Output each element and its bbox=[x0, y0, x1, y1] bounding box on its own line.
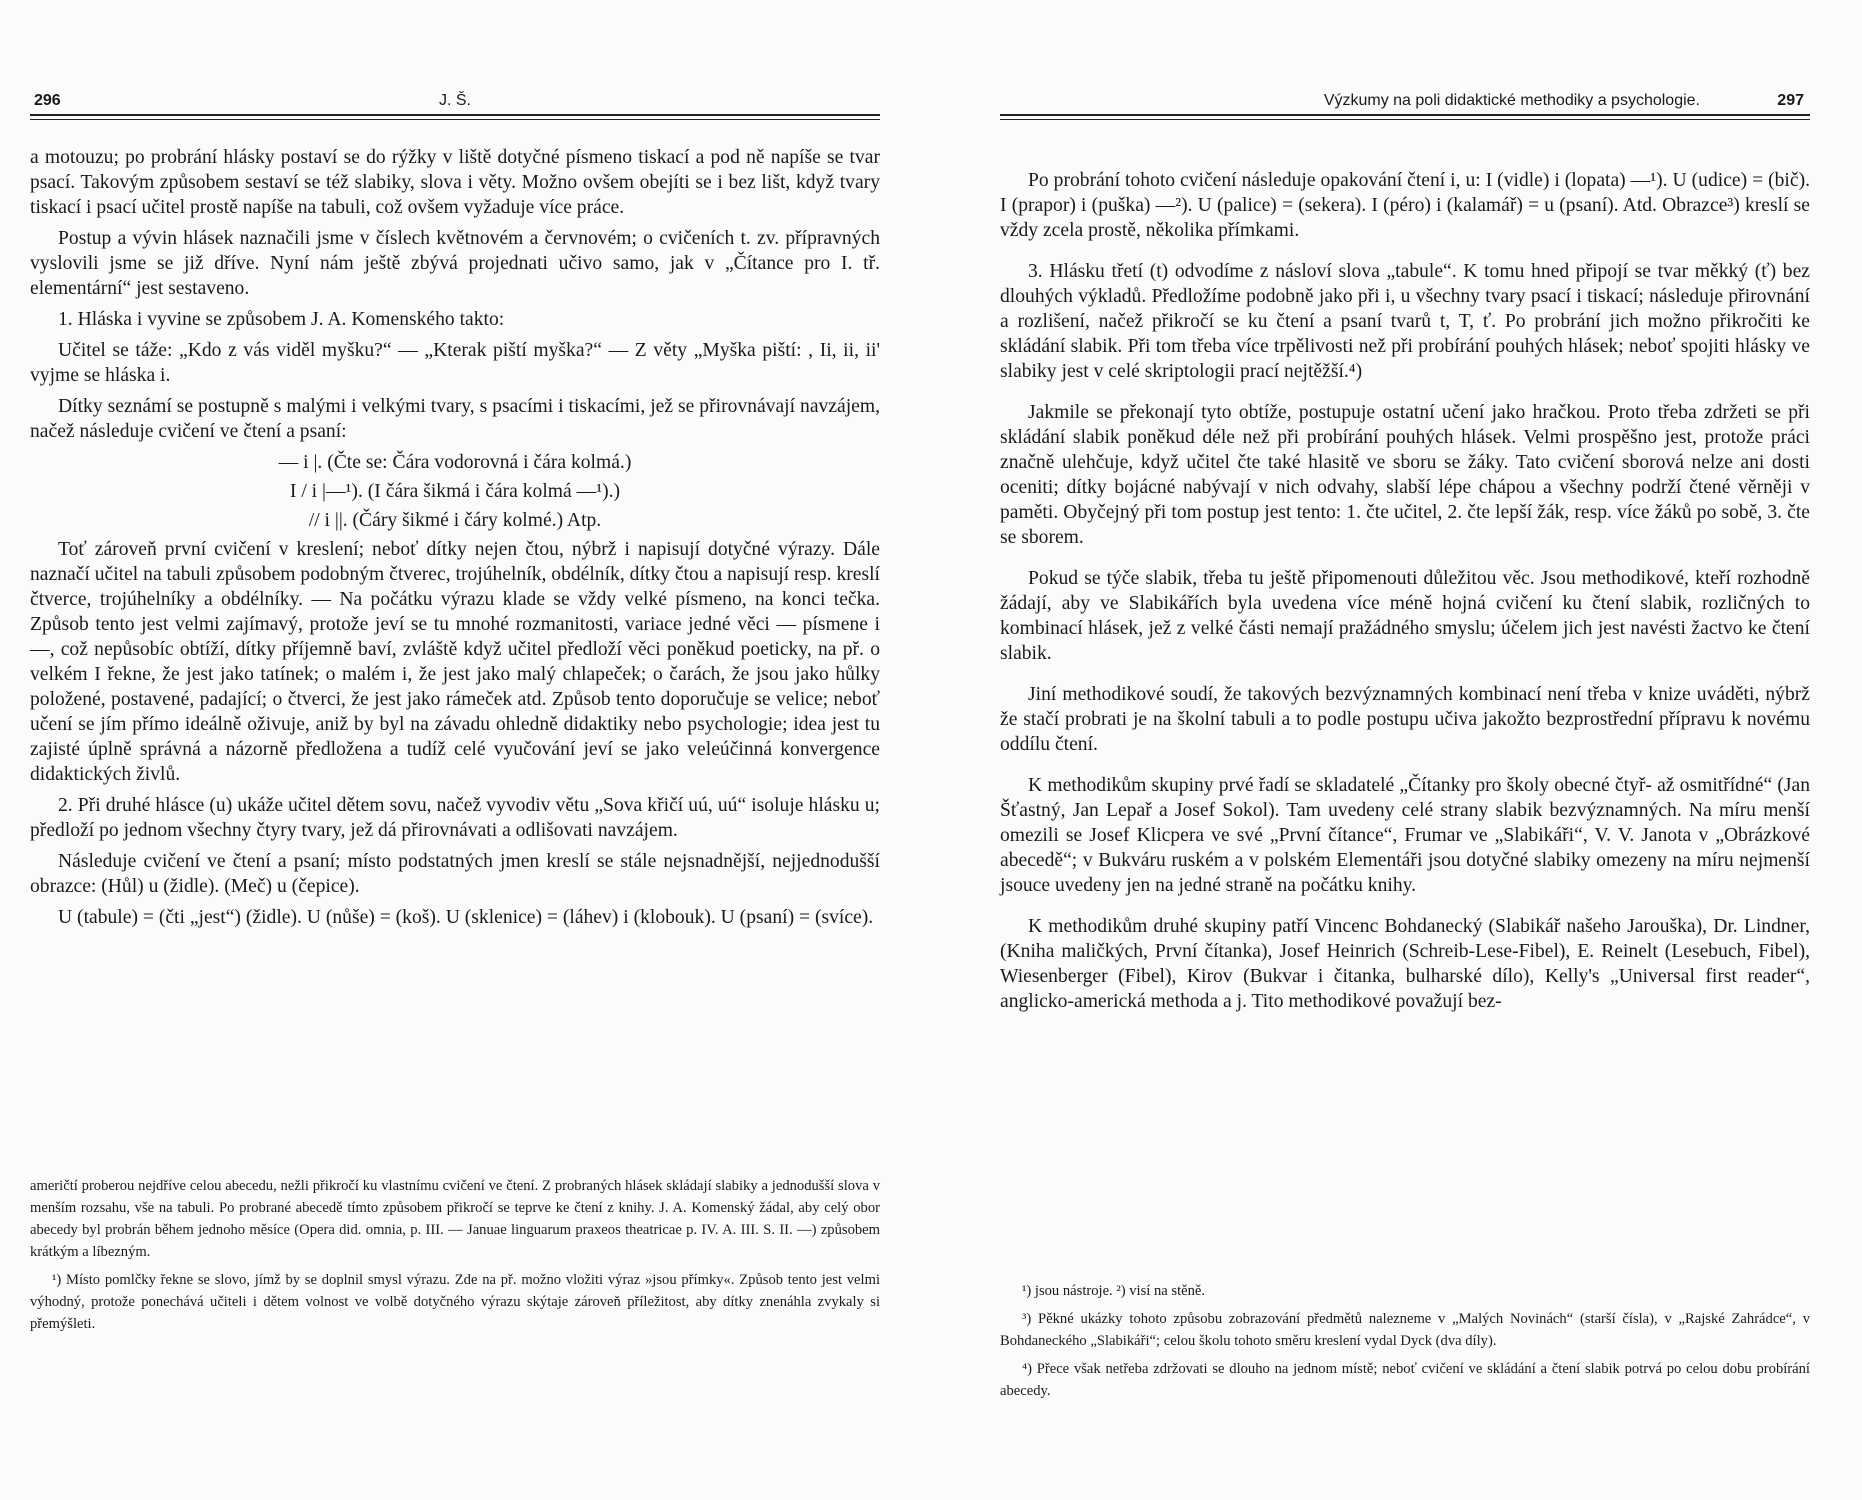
left-page bbox=[30, 0, 880, 1500]
left-footnotes bbox=[30, 1175, 880, 1341]
paragraph: Jakmile se překonají tyto obtíže, postupuje ostatní učení jako hračkou. Proto třeba zdržeti se při skládání slabik poněkud déle než při probírání pouhých hlásek. Velmi prospěšno jest, protože práci značně ulehčuje, když učitel čte také hlasitě ve sboru se žáky. Tato cvičení sborová nelze ani dosti oceniti; dítky bojácné nabývají v nich odvahy, slabší lépe chápou a všechny podrží čtené věrněji v paměti. Obyčejný při tom postup jest tento: 1. čte učitel, 2. čte lepší žák, resp. více žáků po sobě, 3. čte se sborem. bbox=[1000, 402, 1810, 548]
exercise-line: — i |. (Čte se: Čára vodorovná i čára kolmá.) bbox=[278, 452, 632, 473]
header-rule bbox=[1000, 114, 1810, 116]
right-page-body bbox=[1000, 168, 1810, 1020]
paragraph: Dítky seznámí se postupně s malými i velkými tvary, s psacími i tiskacími, jež se přirovnávají navzájem, načež následuje cvičení ve čtení a psaní: bbox=[30, 396, 880, 442]
running-head: Výzkumy na poli didaktické methodiky a psychologie. bbox=[1323, 92, 1700, 109]
page-number: 296 bbox=[34, 92, 61, 109]
right-page-header bbox=[1000, 84, 1810, 118]
left-page-header bbox=[30, 84, 880, 118]
paragraph: Následuje cvičení ve čtení a psaní; místo podstatných jmen kreslí se stále nejsnadnější, nejjednodušší obrazce: (Hůl) u (židle). (Meč) u (čepice). bbox=[30, 851, 880, 897]
paragraph: Pokud se týče slabik, třeba tu ještě připomenouti důležitou věc. Jsou methodikové, kteří rozhodně žádají, aby ve Slabikářích byla uvedena více méně hojná cvičení ku čtení slabik, rozličných to kombinací hlásek, jež z velké části nemají pražádného smyslu; účelem jich jest navésti žactvo ke čtení slabik. bbox=[1000, 568, 1810, 664]
footnote: ¹) jsou nástroje. ²) visí na stěně. bbox=[1022, 1283, 1206, 1299]
paragraph: a motouzu; po probrání hlásky postaví se do rýžky v liště dotyčné písmeno tiskací a pod ně napíše se tvar psací. Takovým způsobem sestaví se též slabiky, slova i věty. Možno ovšem obejíti se i bez lišt, když tvary tiskací i psací učitel prostě napíše na tabuli, což ovšem vyžaduje více práce. bbox=[30, 147, 880, 218]
exercise-line: I / i |—¹). (I čára šikmá i čára kolmá —¹).) bbox=[289, 481, 621, 502]
header-rule bbox=[1000, 119, 1810, 120]
right-footnotes bbox=[1000, 1280, 1810, 1408]
header-rule bbox=[30, 119, 880, 120]
footnote: ⁴) Přece však netřeba zdržovati se dlouho na jednom místě; neboť cvičení ve skládání a čtení slabik potrvá po celou dobu probírání abecedy. bbox=[1000, 1361, 1810, 1399]
header-rule bbox=[30, 114, 880, 116]
left-page-body bbox=[30, 145, 880, 936]
exercise-line: // i ||. (Čáry šikmé i čáry kolmé.) Atp. bbox=[308, 510, 602, 531]
footnote: ³) Pěkné ukázky tohoto způsobu zobrazování předmětů nalezneme v „Malých Novinách“ (starší čísla), v „Rajské Zahrádce“, v Bohdaneckého „Slabikáři“; celou školu tohoto směru kreslení vydal Dyck (dva díly). bbox=[1000, 1311, 1810, 1349]
paragraph: U (tabule) = (čti „jest“) (židle). U (nůše) = (koš). U (sklenice) = (láhev) i (klobouk). U (psaní) = (svíce). bbox=[58, 907, 874, 928]
right-page bbox=[1000, 0, 1810, 1500]
footnote: ¹) Místo pomlčky řekne se slovo, jímž by se doplnil smysl výrazu. Zde na př. možno vložiti výraz »jsou přímky«. Způsob tento jest velmi výhodný, protože ponechává učiteli i dětem volnost ve volbě dotyčného výrazu skýtaje zároveň příležitost, aby dítky znenáhla zvykaly si přemýšleti. bbox=[30, 1272, 880, 1332]
paragraph: K methodikům druhé skupiny patří Vincenc Bohdanecký (Slabikář našeho Jarouška), Dr. Lindner, (Kniha maličkých, První čítanka), Josef Heinrich (Schreib-Lese-Fibel), E. Reinelt (Lesebuch, Fibel), Wiesenberger (Fibel), Kirov (Bukvar i čitanka, bulharské dílo), Kelly's „Universal first reader“, anglicko-americká methoda a j. Tito methodikové považují bez- bbox=[1000, 916, 1810, 1012]
paragraph: 1. Hláska i vyvine se způsobem J. A. Komenského takto: bbox=[58, 309, 505, 330]
paragraph: Postup a vývin hlásek naznačili jsme v číslech květnovém a červnovém; o cvičeních t. zv. přípravných vyslovili jsme se již dříve. Nyní nám ještě zbývá projednati učivo samo, jak v „Čítance pro I. tř. elementární“ jest sestaveno. bbox=[30, 228, 880, 299]
paragraph: K methodikům skupiny prvé řadí se skladatelé „Čítanky pro školy obecné čtyř- až osmitřídné“ (Jan Šťastný, Jan Lepař a Josef Sokol). Tam uvedeny celé strany slabik bezvýznamných. Na míru menší omezili se Josef Klicpera ve své „První čítance“, Frumar ve „Slabikáři“, V. V. Janota v „Obrázkové abecedě“; v Bukváru ruském a v polském Elementáři jsou dotyčné slabiky omezeny na míru nejmenší jsouce uvedeny jen na jedné straně na počátku knihy. bbox=[1000, 775, 1810, 896]
paragraph: Toť zároveň první cvičení v kreslení; neboť dítky nejen čtou, nýbrž i napisují dotyčné výrazy. Dále naznačí učitel na tabuli způsobem podobným čtverec, trojúhelník, obdélník, dítky čtou a napisují resp. kreslí čtverce, trojúhelníky a obdélníky. — Na počátku výrazu klade se vždy velké písmeno, na konci tečka. Způsob tento jest velmi zajímavý, protože jeví se tu mnohé rozmanitosti, variace jedné věci — písmene i —, což nepůsobíc obtíží, dítky příjemně baví, zvláště když učitel předloží věci poněkud poeticky, na př. o velkém I řekne, že jest jako tatínek; o malém i, že jest jako malý chlapeček; o čarách, že jsou jako hůlky položené, postavené, padající; o čtverci, že jest jako rámeček atd. Způsob tento doporučuje se velice; neboť učení se jím přímo ideálně oživuje, aniž by byl na závadu ohledně didaktiky nebo psychologie; idea jest tu zajisté úplně správná a názorně předložena a tudíž celé vyučování jeví se jako veleúčinná konvergence didaktických živlů. bbox=[30, 539, 880, 785]
paragraph: 3. Hlásku třetí (t) odvodíme z násloví slova „tabule“. K tomu hned připojí se tvar měkký (ť) bez dlouhých výkladů. Předložíme podobně jako při i, u všechny tvary psací i tiskací; následuje přirovnání a rozlišení, načež přikročí se ku čtení a psaní tvarů t, T, ť. Po probrání jich možno přikročiti ke skládání slabik. Při tom třeba více trpělivosti než při probírání pouhých hlásek; neboť spojiti hlásky ve slabiky jest v celé skriptologii prací nejtěžší.⁴) bbox=[1000, 261, 1810, 382]
paragraph: 2. Při druhé hlásce (u) ukáže učitel dětem sovu, načež vyvodiv větu „Sova křičí uú, uú“ isoluje hlásku u; předloží po jednom všechny čtyry tvary, jež dá přirovnávati a odlišovati navzájem. bbox=[30, 795, 880, 841]
running-head: J. Š. bbox=[438, 92, 471, 109]
paragraph: Po probrání tohoto cvičení následuje opakování čtení i, u: I (vidle) i (lopata) —¹). U (udice) = (bič). I (prapor) i (puška) —²). U (palice) = (sekera). I (péro) i (kalamář) = u (psaní). Atd. Obrazce³) kreslí se vždy zcela prostě, několika přímkami. bbox=[1000, 170, 1810, 241]
footnote: američtí proberou nejdříve celou abecedu, nežli přikročí ku vlastnímu cvičení ve čtení. Z probraných hlásek skládají slabiky a jednodušší slova v menším rozsahu, vše na tabuli. Po probrané abecedě tímto způsobem přikročí se teprve ke čtení z knihy. J. A. Komenský žádal, aby celý obor abecedy byl probrán během jednoho měsíce (Opera did. omnia, p. III. — Januae linguarum praxeos theatricae p. IV. A. III. S. II. —) způsobem krátkým a líbezným. bbox=[30, 1178, 880, 1260]
paragraph: Jiní methodikové soudí, že takových bezvýznamných kombinací není třeba v knize uváděti, nýbrž že stačí probrati je na školní tabuli a to podle postupu učiva jakožto bezprostřední přípravu k novému oddílu čtení. bbox=[1000, 684, 1810, 755]
page-number: 297 bbox=[1777, 92, 1804, 109]
paragraph: Učitel se táže: „Kdo z vás viděl myšku?“ — „Kterak piští myška?“ — Z věty „Myška piští: , Ii, ii, ii' vyjme se hláska i. bbox=[30, 340, 880, 386]
